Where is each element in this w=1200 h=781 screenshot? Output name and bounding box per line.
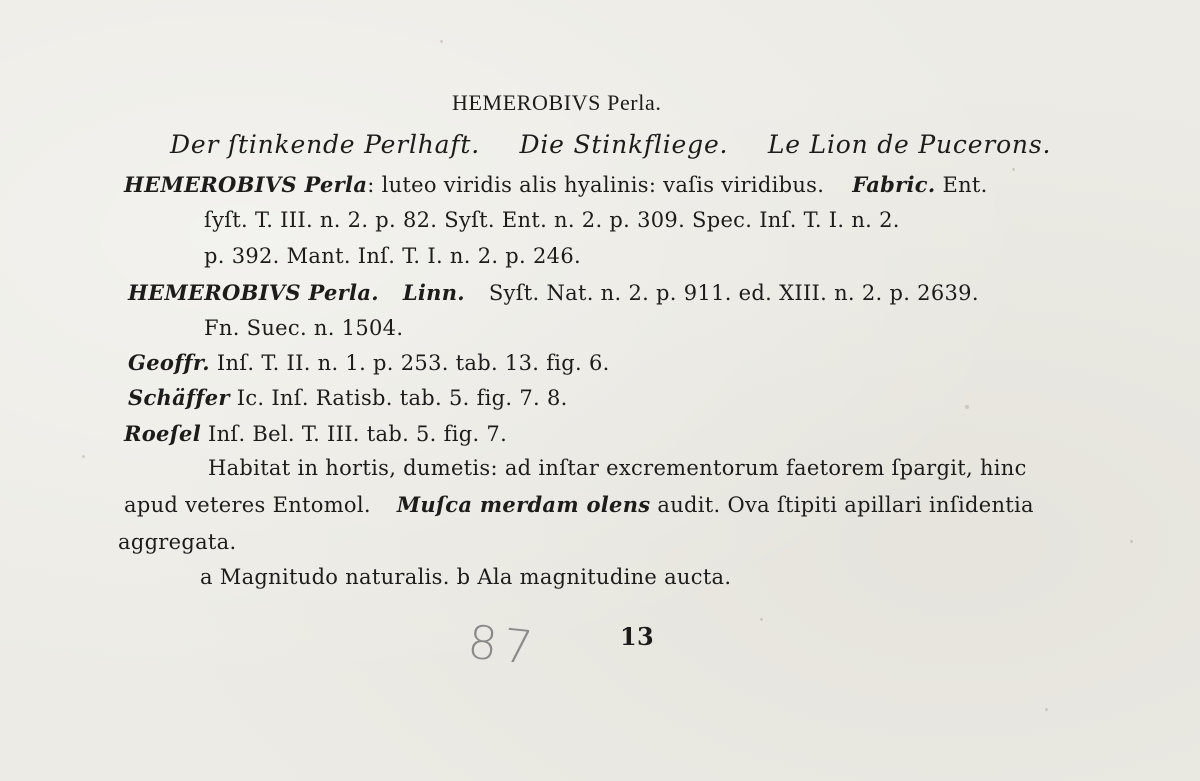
- ref1-tail: Ent.: [942, 173, 988, 197]
- habitat-line3: aggregata.: [118, 530, 237, 554]
- french-name: Le Lion de Pucerons.: [767, 130, 1052, 159]
- habitat-line2: [124, 492, 1034, 517]
- habitat-line2c: audit. Ova ſtipiti apillari inſidentia: [657, 493, 1034, 517]
- ref4-author: Schäffer: [128, 385, 230, 410]
- ref3-author: Geoffr.: [128, 350, 210, 375]
- ref1-description: : luteo viridis alis hyalinis: vaſis viridibus.: [367, 173, 825, 197]
- ref5-author: Roeſel: [124, 421, 201, 446]
- common-names: [170, 130, 1051, 159]
- ref1-name: HEMEROBIVS Perla: [124, 172, 368, 197]
- ref3-tail: Inſ. T. II. n. 1. p. 253. tab. 13. fig. 6.: [216, 351, 610, 375]
- ref1-line3: p. 392. Mant. Inſ. T. I. n. 2. p. 246.: [204, 244, 581, 268]
- reference-linnaeus: [128, 280, 979, 305]
- reference-geoffroy: [128, 350, 610, 375]
- german-name-1: Der ſtinkende Perlhaft.: [170, 130, 481, 159]
- ref5-tail: Inſ. Bel. T. III. tab. 5. fig. 7.: [207, 422, 508, 446]
- paper-speck: [965, 405, 969, 409]
- paper-speck: [82, 455, 85, 458]
- reference-fabricius: [124, 172, 988, 197]
- paper-speck: [1045, 708, 1048, 711]
- ref2-line2: Fn. Suec. n. 1504.: [204, 316, 404, 340]
- paper-speck: [1012, 168, 1015, 171]
- ref2-tail: Syſt. Nat. n. 2. p. 911. ed. XIII. n. 2. p. 2639.: [488, 281, 979, 305]
- page-number: 13: [620, 622, 654, 651]
- ref2-author: Linn.: [402, 280, 465, 305]
- paper-speck: [440, 40, 443, 43]
- ref1-line2: ſyſt. T. III. n. 2. p. 82. Syſt. Ent. n. 2. p. 309. Spec. Inſ. T. I. n. 2.: [204, 208, 900, 232]
- species-title: HEMEROBIVS Perla.: [452, 90, 662, 115]
- habitat-line2a: apud veteres Entomol.: [124, 493, 371, 517]
- habitat-italic: Muſca merdam olens: [396, 492, 651, 517]
- german-name-2: Die Stinkfliege.: [519, 130, 729, 159]
- ref1-author: Fabric.: [852, 172, 936, 197]
- figure-caption: a Magnitudo naturalis. b Ala magnitudine aucta.: [200, 565, 732, 589]
- reference-roesel: [124, 421, 507, 446]
- ref2-name: HEMEROBIVS Perla.: [128, 280, 379, 305]
- ref4-tail: Ic. Inſ. Ratisb. tab. 5. fig. 7. 8.: [236, 386, 568, 410]
- paper-speck: [760, 618, 763, 621]
- paper-speck: [1130, 540, 1133, 543]
- handwritten-number: 87: [465, 614, 542, 676]
- reference-schaeffer: [128, 385, 568, 410]
- habitat-line1: Habitat in hortis, dumetis: ad inſtar excrementorum faetorem ſpargit, hinc: [208, 456, 1027, 480]
